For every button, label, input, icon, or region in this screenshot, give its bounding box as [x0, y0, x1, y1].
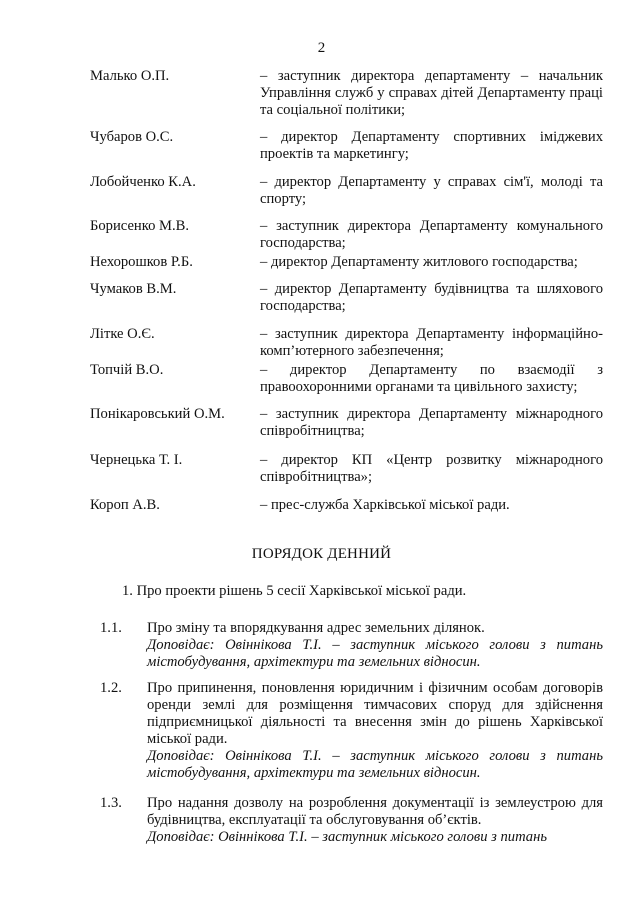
attendee-name: Чернецька Т. І. [90, 452, 183, 468]
attendee-role: – директор Департаменту спортивних іміджевих проектів та маркетингу; [260, 129, 603, 162]
agenda-item-text: Про припинення, поновлення юридичним і фізичним особам договорів оренди землі для розміщення тимчасових споруд для здійснення підприємницької діяльності та внесення змін до рішень Харківської міської ради. [147, 680, 603, 747]
attendee-role: – заступник директора Департаменту комунального господарства; [260, 218, 603, 251]
attendee-name: Нехорошков Р.Б. [90, 254, 193, 270]
attendee-role: – директор Департаменту по взаємодії з правоохоронними органами та цивільного захисту; [260, 362, 603, 395]
attendee-name: Топчій В.О. [90, 362, 164, 378]
agenda-item-number: 1.2. [100, 680, 122, 696]
agenda-item-speaker: Доповідає: Овіннікова Т.І. – заступник міського голови з питань містобудування, архітектури та земельних відносин. [147, 637, 603, 670]
attendee-name: Літке О.Є. [90, 326, 155, 342]
agenda-item-speaker: Доповідає: Овіннікова Т.І. – заступник міського голови з питань [147, 829, 547, 845]
agenda-item-number: 1.3. [100, 795, 122, 811]
attendee-role: – заступник директора департаменту – начальник Управління служб у справах дітей Департаменту праці та соціальної політики; [260, 68, 603, 118]
agenda-title: ПОРЯДОК ДЕННИЙ [251, 546, 392, 562]
attendee-name: Лобойченко К.А. [90, 174, 196, 190]
attendee-role: – заступник директора Департаменту міжнародного співробітництва; [260, 406, 603, 439]
agenda-item-text: Про надання дозволу на розроблення документації із землеустрою для будівництва, експлуатації та обслуговування об’єктів. [147, 795, 603, 828]
attendee-role: – директор Департаменту житлового господарства; [260, 254, 578, 270]
agenda-item-number: 1.1. [100, 620, 122, 636]
agenda-item-text: Про зміну та впорядкування адрес земельних ділянок. [147, 620, 485, 636]
attendee-role: – директор Департаменту у справах сім'ї, молоді та спорту; [260, 174, 603, 207]
attendee-role: – директор КП «Центр розвитку міжнародного співробітництва»; [260, 452, 603, 485]
attendee-role: – заступник директора Департаменту інформаційно-комп’ютерного забезпечення; [260, 326, 603, 359]
attendee-name: Малько О.П. [90, 68, 170, 84]
attendee-name: Борисенко М.В. [90, 218, 190, 234]
agenda-intro: 1. Про проекти рішень 5 сесії Харківської міської ради. [122, 583, 467, 599]
page-number: 2 [317, 40, 326, 56]
attendee-role: – прес-служба Харківської міської ради. [260, 497, 510, 513]
attendee-name: Короп А.В. [90, 497, 160, 513]
attendee-role: – директор Департаменту будівництва та шляхового господарства; [260, 281, 603, 314]
attendee-name: Понікаровський О.М. [90, 406, 225, 422]
agenda-item-speaker: Доповідає: Овіннікова Т.І. – заступник міського голови з питань містобудування, архітектури та земельних відносин. [147, 748, 603, 781]
attendee-name: Чубаров О.С. [90, 129, 174, 145]
attendee-name: Чумаков В.М. [90, 281, 177, 297]
